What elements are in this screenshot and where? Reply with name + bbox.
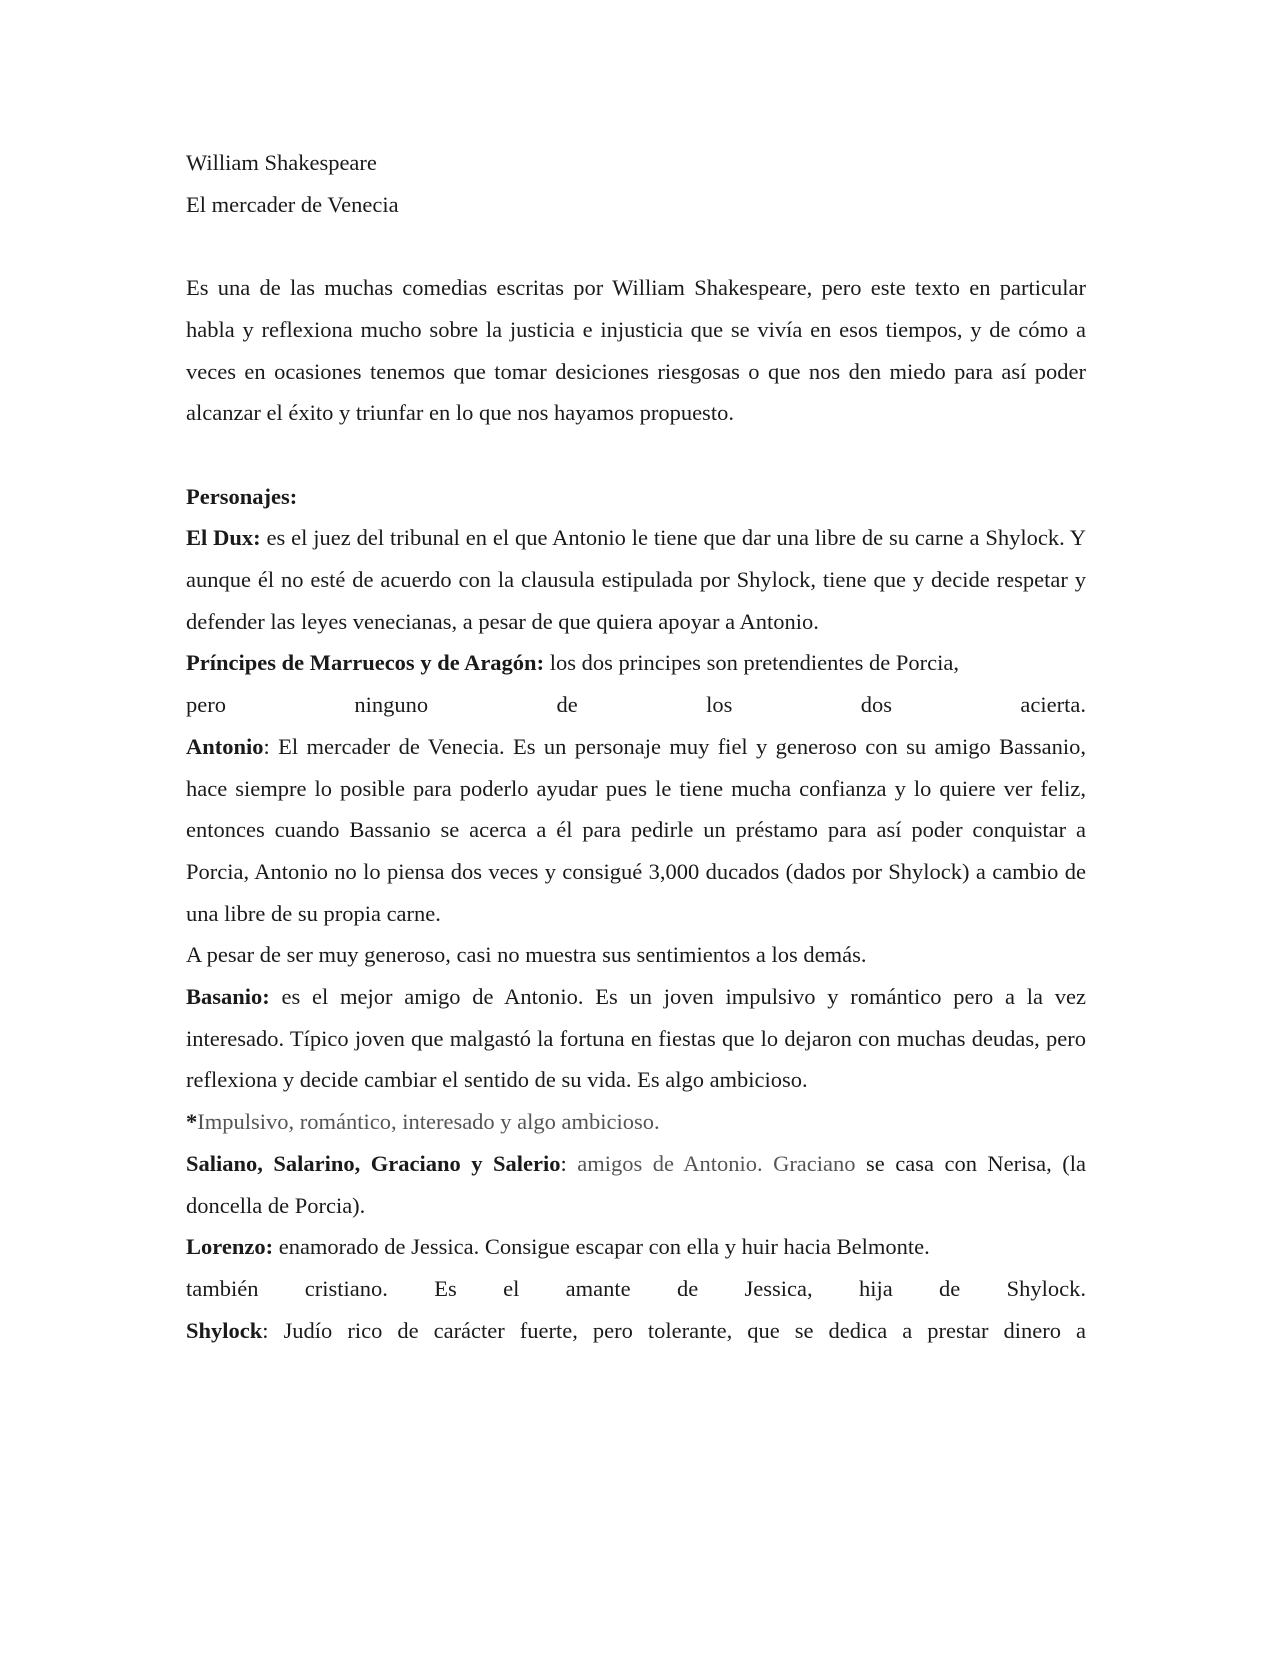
note-mark: * [186, 1109, 198, 1135]
character-name: Antonio [186, 733, 264, 759]
character-description: los dos principes son pretendientes de Porcia, [544, 650, 959, 676]
work-title: El mercader de Venecia [186, 191, 399, 217]
character-description: enamorado de Jessica. Consigue escapar con ella y huir hacia Belmonte. [273, 1234, 930, 1260]
author-line: William Shakespeare [186, 150, 377, 175]
intro-paragraph: Es una de las muchas comedias escritas por William Shakespeare, pero este texto en particular habla y reflexiona mucho sobre la justicia e injusticia que se vivía en esos tiempos, y de cómo a veces en ocasiones tenemos que tomar desiciones riesgosas o que nos den miedo para así poder alcanzar el éxito y triunfar en lo que nos hayamos propuesto. [186, 275, 1086, 426]
blank-line [186, 225, 1086, 267]
character-description-grey: amigos de Antonio. Graciano [566, 1150, 856, 1176]
character-name: Lorenzo: [186, 1234, 274, 1260]
basanio-note [186, 1101, 1086, 1143]
character-description: se casa con Nerisa, (la doncella de Porcia). [186, 1150, 1086, 1218]
character-lorenzo [186, 1226, 1086, 1268]
character-basanio [186, 976, 1086, 1101]
note-text: Impulsivo, romántico, interesado y algo ambicioso. [197, 1109, 660, 1135]
character-name: El Dux: [186, 525, 261, 551]
lorenzo-continuation: también cristiano. Es el amante de Jessica, hija de Shylock. [186, 1275, 1086, 1301]
character-name: Príncipes de Marruecos y de Aragón: [186, 650, 545, 676]
character-dux [186, 517, 1086, 642]
character-description: : Judío rico de carácter fuerte, pero tolerante, que se dedica a prestar dinero a [262, 1317, 1086, 1343]
principes-continuation: pero ninguno de los dos acierta. [186, 692, 1086, 718]
character-amigos [186, 1143, 1086, 1226]
character-principes [186, 642, 1086, 684]
character-colon: : [560, 1150, 567, 1176]
document-body [186, 142, 1086, 1351]
character-name: Saliano, Salarino, Graciano y Salerio [186, 1150, 561, 1176]
character-shylock [186, 1310, 1086, 1352]
character-description: es el juez del tribunal en el que Antonio le tiene que dar una libre de su carne a Shylock. Y aunque él no esté de acuerdo con la clausula estipulada por Shylock, tiene que y decide respetar y defender las leyes venecianas, a pesar de que quiera apoyar a Antonio. [186, 525, 1087, 634]
blank-line [186, 434, 1086, 476]
character-name: Shylock [186, 1317, 263, 1343]
character-description: : El mercader de Venecia. Es un personaje muy fiel y generoso con su amigo Bassanio, hace siempre lo posible para poderlo ayudar pues le tiene mucha confianza y lo quiere ver feliz, entonces cuando Bassanio se acerca a él para pedirle un préstamo para así poder conquistar a Porcia, Antonio no lo piensa dos veces y consigué 3,000 ducados (dados por Shylock) a cambio de una libre de su propia carne. [186, 733, 1086, 926]
characters-heading: Personajes: [186, 483, 298, 509]
character-description: es el mejor amigo de Antonio. Es un joven impulsivo y romántico pero a la vez interesado. Típico joven que malgastó la fortuna en fiestas que lo dejaron con muchas deudas, pero reflexiona y decide cambiar el sentido de su vida. Es algo ambicioso. [186, 984, 1086, 1093]
character-antonio [186, 726, 1086, 935]
antonio-extra: A pesar de ser muy generoso, casi no muestra sus sentimientos a los demás. [186, 942, 867, 968]
character-name: Basanio: [186, 984, 270, 1010]
